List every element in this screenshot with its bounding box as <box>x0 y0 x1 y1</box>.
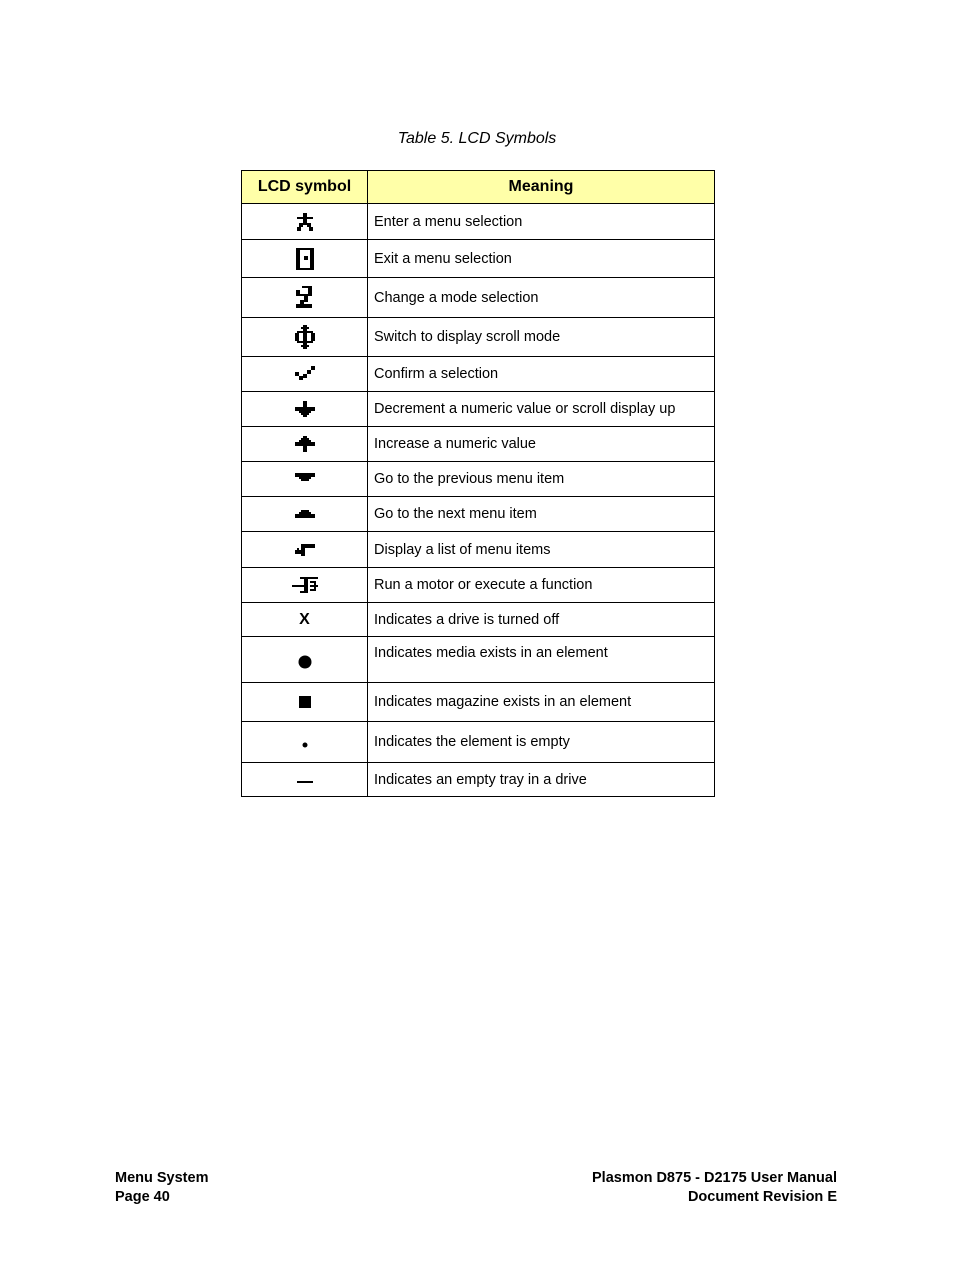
meaning-cell: Go to the next menu item <box>368 497 715 532</box>
footer-revision: Document Revision E <box>687 1189 837 1205</box>
meaning-cell: Decrement a numeric value or scroll display up <box>368 392 715 427</box>
meaning-cell: Increase a numeric value <box>368 427 715 462</box>
table-row <box>242 497 715 532</box>
table-row <box>242 763 715 797</box>
meaning-cell: Display a list of menu items <box>368 532 715 568</box>
table-header-row <box>242 171 715 204</box>
table-row <box>242 357 715 392</box>
menu-list-icon <box>295 542 315 558</box>
table-row <box>242 637 715 683</box>
meaning-cell: Go to the previous menu item <box>368 462 715 497</box>
enter-icon <box>295 213 315 231</box>
table-row <box>242 278 715 318</box>
table-row <box>242 683 715 722</box>
empty-tray-icon <box>297 779 313 785</box>
table-row <box>242 722 715 763</box>
table-row <box>242 392 715 427</box>
drive-off-icon: X <box>299 610 310 628</box>
footer-manual-title: Plasmon D875 - D2175 User Manual <box>592 1170 837 1186</box>
meaning-cell: Indicates a drive is turned off <box>368 603 715 637</box>
increase-icon <box>295 436 315 452</box>
media-icon <box>298 655 312 669</box>
meaning-cell: Confirm a selection <box>368 357 715 392</box>
table-row <box>242 603 715 637</box>
table-caption: Table 5. LCD Symbols <box>397 130 557 147</box>
footer-left <box>115 1169 208 1207</box>
meaning-cell: Indicates magazine exists in an element <box>368 683 715 722</box>
meaning-cell: Exit a menu selection <box>368 240 715 278</box>
table-row <box>242 462 715 497</box>
meaning-cell: Change a mode selection <box>368 278 715 318</box>
previous-item-icon <box>295 473 315 485</box>
decrement-icon <box>295 401 315 417</box>
scroll-mode-icon <box>295 325 315 349</box>
table-row <box>242 204 715 240</box>
next-item-icon <box>295 508 315 520</box>
meaning-cell: Switch to display scroll mode <box>368 318 715 357</box>
header-lcd-symbol: LCD symbol <box>242 171 368 204</box>
meaning-cell: Indicates an empty tray in a drive <box>368 763 715 797</box>
empty-element-icon <box>302 742 308 748</box>
table-row <box>242 427 715 462</box>
meaning-cell: Enter a menu selection <box>368 204 715 240</box>
confirm-icon <box>295 366 315 382</box>
run-motor-icon <box>292 577 318 593</box>
exit-icon <box>296 248 314 270</box>
table-row <box>242 532 715 568</box>
footer-right <box>592 1169 837 1207</box>
table-row <box>242 240 715 278</box>
meaning-cell: Indicates the element is empty <box>368 722 715 763</box>
table-row <box>242 318 715 357</box>
footer-section-name: Menu System <box>115 1170 209 1186</box>
change-mode-icon <box>296 286 314 310</box>
meaning-cell: Indicates media exists in an element <box>368 637 715 683</box>
meaning-cell: Run a motor or execute a function <box>368 568 715 603</box>
magazine-icon <box>299 696 311 708</box>
footer-page-number: Page 40 <box>115 1189 170 1205</box>
header-meaning: Meaning <box>368 171 715 204</box>
table-row <box>242 568 715 603</box>
lcd-symbols-table <box>241 170 715 797</box>
